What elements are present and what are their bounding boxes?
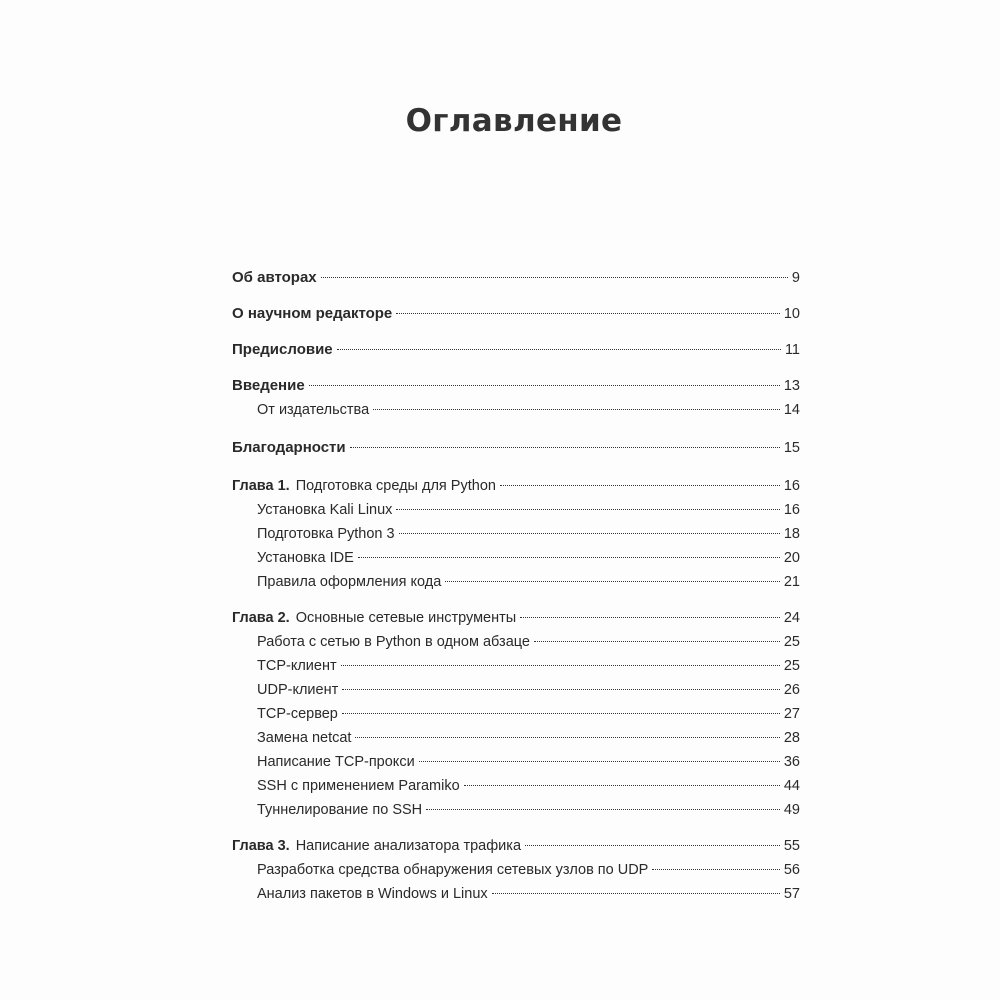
toc-page-number: 25 — [783, 658, 800, 674]
dot-leader — [396, 313, 780, 314]
dot-leader — [396, 509, 779, 510]
toc-entry-label: Установка Kali Linux — [257, 502, 393, 518]
dot-leader — [520, 617, 780, 618]
toc-entry-label: Подготовка Python 3 — [257, 526, 395, 542]
toc-section — [232, 774, 800, 798]
toc-entry-label: Анализ пакетов в Windows и Linux — [257, 886, 488, 902]
table-of-contents — [232, 266, 800, 906]
dot-leader — [500, 485, 780, 486]
toc-entry-label: Правила оформления кода — [257, 574, 442, 590]
toc-page-number: 55 — [783, 838, 800, 854]
toc-section — [232, 702, 800, 726]
dot-leader — [309, 385, 780, 386]
chapter-number: Глава 2. — [232, 610, 290, 626]
dot-leader — [445, 581, 780, 582]
page-title: Оглавление — [405, 103, 623, 139]
chapter-number: Глава 3. — [232, 838, 290, 854]
toc-section — [232, 546, 800, 570]
toc-entry-preface — [232, 338, 800, 362]
toc-page-number: 44 — [783, 778, 800, 794]
toc-section — [232, 858, 800, 882]
toc-page-number: 25 — [783, 634, 800, 650]
toc-section — [232, 726, 800, 750]
toc-page-number: 56 — [783, 862, 800, 878]
dot-leader — [350, 447, 780, 448]
toc-chapter-2 — [232, 606, 800, 630]
toc-page-number: 11 — [784, 342, 800, 358]
toc-page-number: 16 — [783, 502, 800, 518]
toc-page-number: 21 — [783, 574, 800, 590]
toc-page-number: 57 — [783, 886, 800, 902]
toc-section — [232, 654, 800, 678]
toc-entry-label: TCP-сервер — [257, 706, 338, 722]
toc-page-number: 20 — [783, 550, 800, 566]
toc-page-number: 28 — [783, 730, 800, 746]
toc-page-number: 49 — [783, 802, 800, 818]
toc-chapter-3 — [232, 834, 800, 858]
toc-section — [232, 798, 800, 822]
chapter-title: Написание анализатора трафика — [295, 838, 522, 854]
toc-entry-label: TCP-клиент — [257, 658, 337, 674]
toc-page-number: 16 — [783, 478, 800, 494]
toc-page-number: 15 — [783, 440, 800, 456]
toc-entry-label: SSH с применением Paramiko — [257, 778, 460, 794]
dot-leader — [426, 809, 780, 810]
chapter-number: Глава 1. — [232, 478, 290, 494]
dot-leader — [358, 557, 780, 558]
dot-leader — [492, 893, 780, 894]
toc-entry-label: Об авторах — [232, 269, 317, 286]
toc-entry-label: О научном редакторе — [232, 305, 393, 322]
toc-page-number: 9 — [791, 270, 800, 286]
toc-page-number: 10 — [783, 306, 800, 322]
toc-page-number: 13 — [783, 378, 800, 394]
toc-page-number: 18 — [783, 526, 800, 542]
toc-entry-label: Благодарности — [232, 439, 346, 456]
toc-entry-label: Работа с сетью в Python в одном абзаце — [257, 634, 530, 650]
dot-leader — [342, 689, 780, 690]
toc-entry-label: Разработка средства обнаружения сетевых узлов по UDP — [257, 862, 649, 878]
toc-entry-label: Написание TCP-прокси — [257, 754, 415, 770]
toc-entry-label: Предисловие — [232, 341, 333, 358]
chapter-title: Основные сетевые инструменты — [295, 610, 517, 626]
toc-section — [232, 570, 800, 594]
toc-page-number: 14 — [783, 402, 800, 418]
dot-leader — [419, 761, 780, 762]
toc-section — [232, 522, 800, 546]
dot-leader — [355, 737, 779, 738]
toc-entry-scientific-editor — [232, 302, 800, 326]
toc-section — [232, 498, 800, 522]
dot-leader — [464, 785, 780, 786]
toc-entry-label: Установка IDE — [257, 550, 354, 566]
dot-leader — [534, 641, 780, 642]
toc-chapter-1 — [232, 474, 800, 498]
toc-entry-label: Введение — [232, 377, 305, 394]
toc-entry-label: UDP-клиент — [257, 682, 339, 698]
dot-leader — [652, 869, 780, 870]
toc-entry-about-authors — [232, 266, 800, 290]
toc-page-number: 36 — [783, 754, 800, 770]
dot-leader — [337, 349, 781, 350]
dot-leader — [399, 533, 780, 534]
toc-entry-label: Туннелирование по SSH — [257, 802, 423, 818]
dot-leader — [373, 409, 780, 410]
toc-section — [232, 750, 800, 774]
chapter-title: Подготовка среды для Python — [295, 478, 496, 494]
toc-entry-from-publisher — [232, 398, 800, 422]
toc-entry-acknowledgements — [232, 436, 800, 460]
toc-section — [232, 882, 800, 906]
dot-leader — [342, 713, 780, 714]
toc-section — [232, 678, 800, 702]
toc-page-number: 27 — [783, 706, 800, 722]
dot-leader — [341, 665, 780, 666]
toc-entry-label: От издательства — [257, 402, 370, 418]
toc-page-number: 26 — [783, 682, 800, 698]
toc-section — [232, 630, 800, 654]
toc-entry-introduction — [232, 374, 800, 398]
dot-leader — [321, 277, 788, 278]
toc-entry-label: Замена netcat — [257, 730, 352, 746]
dot-leader — [525, 845, 780, 846]
toc-page-number: 24 — [783, 610, 800, 626]
